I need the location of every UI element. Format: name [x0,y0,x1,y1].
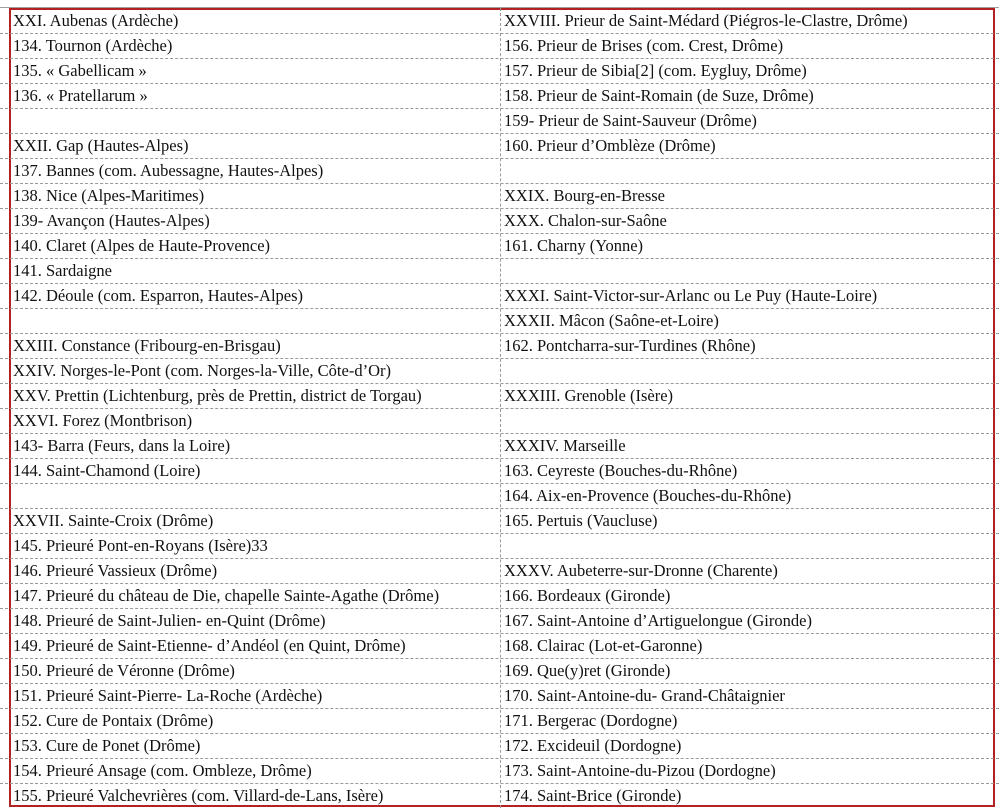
table-cell[interactable]: 165. Pertuis (Vaucluse) [504,511,658,530]
table-cell[interactable]: 144. Saint-Chamond (Loire) [13,461,201,480]
table-cell[interactable]: XXI. Aubenas (Ardèche) [13,11,179,30]
table-cell[interactable]: 155. Prieuré Valchevrières (com. Villard-de-Lans, Isère) [13,786,384,805]
table-cell[interactable] [502,533,995,558]
table-cell[interactable] [11,108,500,133]
table-cell[interactable]: XXVII. Sainte-Croix (Drôme) [13,511,214,530]
table-cell[interactable] [11,483,500,508]
table-cell[interactable]: 153. Cure de Ponet (Drôme) [13,736,201,755]
table-cell[interactable]: 150. Prieuré de Véronne (Drôme) [13,661,235,680]
table-cell[interactable]: 169. Que(y)ret (Gironde) [504,661,671,680]
table-cell[interactable]: 157. Prieur de Sibia[2] (com. Eygluy, Drôme) [504,61,807,80]
table-cell[interactable]: 162. Pontcharra-sur-Turdines (Rhône) [504,336,756,355]
table-cell[interactable]: 146. Prieuré Vassieux (Drôme) [13,561,218,580]
table-cell[interactable]: XXXV. Aubeterre-sur-Dronne (Charente) [504,561,778,580]
table-cell[interactable]: XXIV. Norges-le-Pont (com. Norges-la-Ville, Côte-d’Or) [13,361,391,380]
table-cell[interactable]: 167. Saint-Antoine d’Artiguelongue (Gironde) [504,611,812,630]
table-cell[interactable]: 170. Saint-Antoine-du- Grand-Châtaignier [504,686,785,705]
table-cell[interactable]: 135. « Gabellicam » [13,61,147,80]
table-cell[interactable]: XXX. Chalon-sur-Saône [504,211,667,230]
table-cell[interactable]: XXXIII. Grenoble (Isère) [504,386,674,405]
table-cell[interactable]: 164. Aix-en-Provence (Bouches-du-Rhône) [504,486,792,505]
table-cell[interactable]: 163. Ceyreste (Bouches-du-Rhône) [504,461,738,480]
table-cell[interactable]: 141. Sardaigne [13,261,112,280]
table-cell[interactable]: 139- Avançon (Hautes-Alpes) [13,211,210,230]
table-cell[interactable]: 161. Charny (Yonne) [504,236,644,255]
spreadsheet-grid [0,7,999,808]
table-cell[interactable]: XXXIV. Marseille [504,436,626,455]
table-cell[interactable]: XXXI. Saint-Victor-sur-Arlanc ou Le Puy (Haute-Loire) [504,286,878,305]
table-cell[interactable]: 147. Prieuré du château de Die, chapelle Sainte-Agathe (Drôme) [13,586,440,605]
table-cell[interactable] [502,258,995,283]
table-cell[interactable]: 166. Bordeaux (Gironde) [504,586,671,605]
table-cell[interactable]: 136. « Pratellarum » [13,86,148,105]
table-cell[interactable]: 151. Prieuré Saint-Pierre- La-Roche (Ardèche) [13,686,323,705]
table-cell[interactable]: 168. Clairac (Lot-et-Garonne) [504,636,703,655]
table-cell[interactable]: 154. Prieuré Ansage (com. Ombleze, Drôme) [13,761,312,780]
table-cell[interactable]: 158. Prieur de Saint-Romain (de Suze, Drôme) [504,86,814,105]
table-cell[interactable]: 149. Prieuré de Saint-Etienne- d’Andéol (en Quint, Drôme) [13,636,406,655]
table-cell[interactable] [11,308,500,333]
table-cell[interactable] [502,358,995,383]
table-cell[interactable]: XXXII. Mâcon (Saône-et-Loire) [504,311,719,330]
table-cell[interactable]: 171. Bergerac (Dordogne) [504,711,678,730]
table-cell[interactable]: 143- Barra (Feurs, dans la Loire) [13,436,231,455]
table-cell[interactable]: 174. Saint-Brice (Gironde) [504,786,682,805]
table-cell[interactable]: XXV. Prettin (Lichtenburg, près de Prettin, district de Torgau) [13,386,422,405]
table-cell[interactable]: XXVIII. Prieur de Saint-Médard (Piégros-le-Clastre, Drôme) [504,11,908,30]
table-cell[interactable]: 152. Cure de Pontaix (Drôme) [13,711,214,730]
table-cell[interactable]: XXIX. Bourg-en-Bresse [504,186,665,205]
table-cell[interactable]: 140. Claret (Alpes de Haute-Provence) [13,236,271,255]
table-cell[interactable] [502,158,995,183]
table-cell[interactable]: XXVI. Forez (Montbrison) [13,411,193,430]
table-cell[interactable] [502,408,995,433]
table-cell[interactable]: 159- Prieur de Saint-Sauveur (Drôme) [504,111,757,130]
table-cell[interactable]: 134. Tournon (Ardèche) [13,36,173,55]
table-cell[interactable]: 138. Nice (Alpes-Maritimes) [13,186,205,205]
table-cell[interactable]: XXII. Gap (Hautes-Alpes) [13,136,189,155]
table-cell[interactable]: 172. Excideuil (Dordogne) [504,736,682,755]
table-cell[interactable]: 173. Saint-Antoine-du-Pizou (Dordogne) [504,761,776,780]
table-cell[interactable]: 145. Prieuré Pont-en-Royans (Isère)33 [13,536,268,555]
table-cell[interactable]: 160. Prieur d’Omblèze (Drôme) [504,136,716,155]
table-cell[interactable]: 142. Déoule (com. Esparron, Hautes-Alpes) [13,286,304,305]
table-cell[interactable]: 148. Prieuré de Saint-Julien- en-Quint (Drôme) [13,611,326,630]
table-cell[interactable]: XXIII. Constance (Fribourg-en-Brisgau) [13,336,281,355]
table-cell[interactable]: 156. Prieur de Brises (com. Crest, Drôme) [504,36,784,55]
table-cell[interactable]: 137. Bannes (com. Aubessagne, Hautes-Alpes) [13,161,324,180]
